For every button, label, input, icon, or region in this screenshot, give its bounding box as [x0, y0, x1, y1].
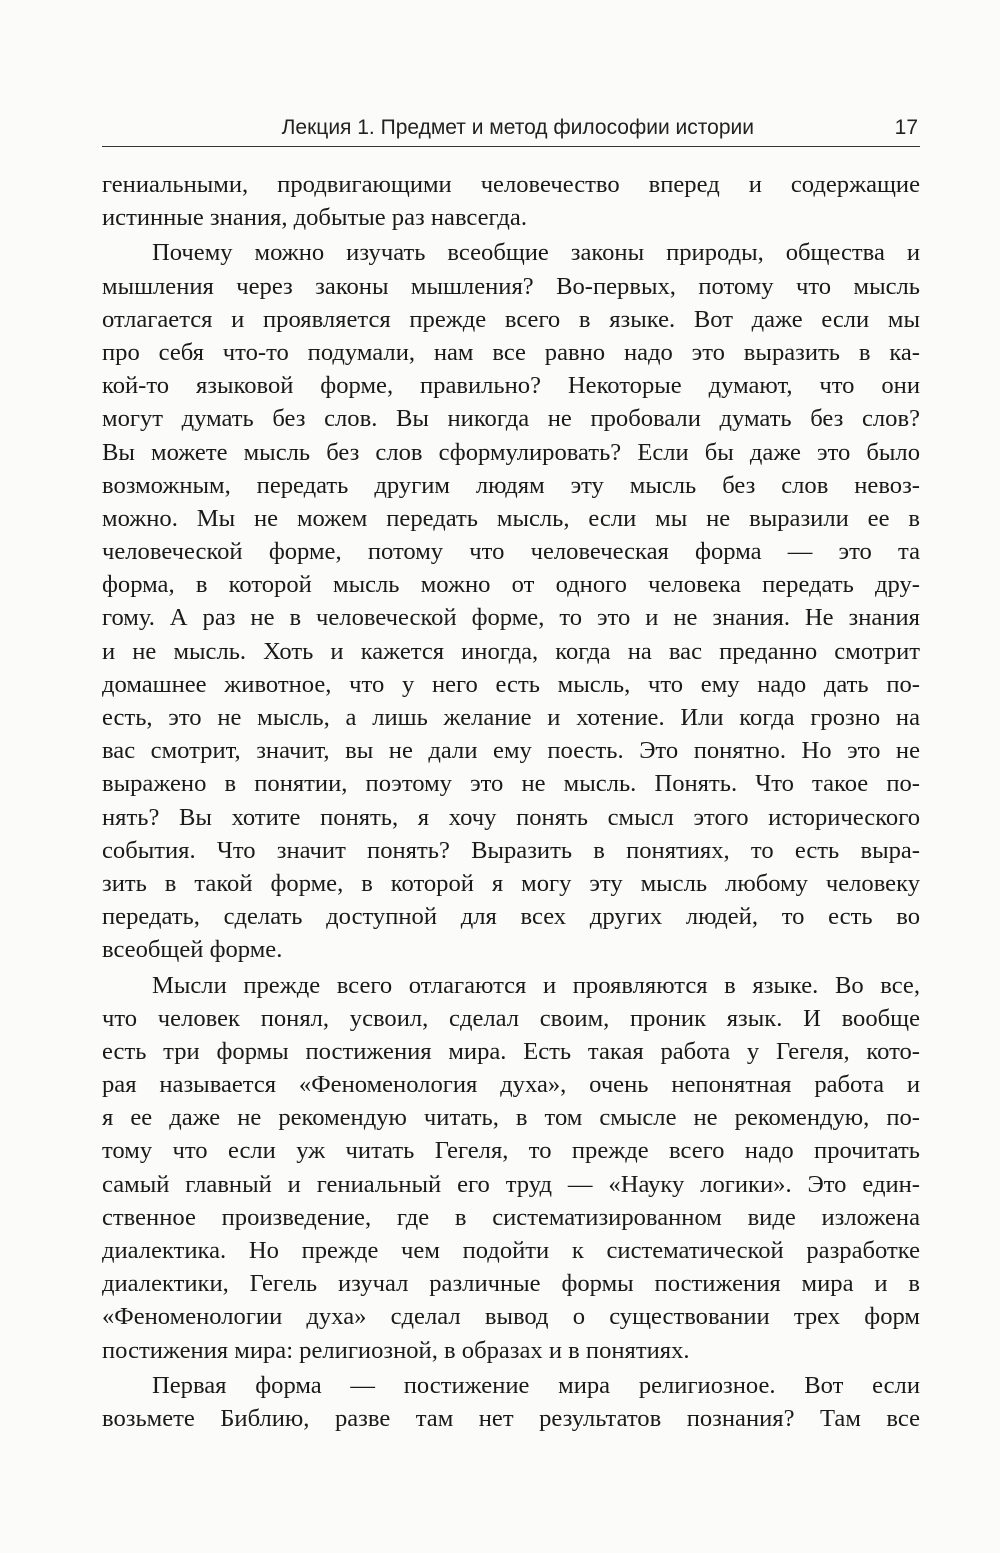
- text-line: диалектика. Но прежде чем подойти к систематической разработке: [102, 1237, 920, 1264]
- paragraph: [102, 1369, 920, 1435]
- text-line: гениальными, продвигающими человечество вперед и содержащие: [102, 171, 920, 198]
- text-line: диалектики, Гегель изучал различные формы постижения мира и в: [102, 1270, 920, 1298]
- text-line: и не мысль. Хоть и кажется иногда, когда на вас преданно смотрит: [102, 637, 920, 665]
- text-line: можно. Мы не можем передать мысль, если мы не выразили ее в: [102, 504, 920, 532]
- body-text: [102, 168, 920, 1435]
- text-line: возможным, передать другим людям эту мысль без слов невоз-: [102, 471, 920, 499]
- text-line: всеобщей форме.: [102, 936, 283, 964]
- text-line: истинные знания, добытые раз навсегда.: [102, 204, 527, 232]
- text-line: отлагается и проявляется прежде всего в языке. Вот даже если мы: [102, 305, 920, 333]
- text-line: кой-то языковой форме, правильно? Некоторые думают, что они: [102, 372, 920, 400]
- text-line: передать, сделать доступной для всех других людей, то есть во: [102, 903, 920, 931]
- text-line: человеческой форме, потому что человеческая форма — это та: [102, 538, 920, 566]
- text-line: мышления через законы мышления? Во-первых, потому что мысль: [102, 272, 920, 300]
- text-line: Вы можете мысль без слов сформулировать? Если бы даже это было: [102, 438, 920, 466]
- text-line: могут думать без слов. Вы никогда не пробовали думать без слов?: [102, 405, 920, 433]
- text-line: я ее даже не рекомендую читать, в том смысле не рекомендую, по-: [102, 1104, 920, 1132]
- text-line: ственное произведение, где в систематизированном виде изложена: [102, 1203, 920, 1231]
- text-line: тому что если уж читать Гегеля, то прежде всего надо прочитать: [102, 1137, 920, 1165]
- text-line: что человек понял, усвоил, сделал своим, проник язык. И вообще: [102, 1004, 920, 1032]
- text-line: домашнее животное, что у него есть мысль, что ему надо дать по-: [102, 670, 920, 698]
- paragraph: [102, 168, 920, 234]
- text-line: постижения мира: религиозной, в образах и в понятиях.: [102, 1336, 690, 1364]
- text-line: нять? Вы хотите понять, я хочу понять смысл этого исторического: [102, 803, 920, 831]
- running-header: [102, 108, 920, 147]
- text-line: возьмете Библию, разве там нет результатов познания? Там все: [102, 1404, 920, 1432]
- text-line: Мысли прежде всего отлагаются и проявляются в языке. Во все,: [152, 971, 920, 999]
- text-line: форма, в которой мысль можно от одного человека передать дру-: [102, 571, 920, 599]
- text-line: про себя что-то подумали, нам все равно надо это выразить в ка-: [102, 338, 920, 366]
- chapter-title: Лекция 1. Предмет и метод философии истории: [281, 116, 754, 139]
- text-line: вас смотрит, значит, вы не дали ему поесть. Это понятно. Но это не: [102, 737, 920, 765]
- text-line: есть, это не мысль, а лишь желание и хотение. Или когда грозно на: [102, 704, 920, 731]
- text-line: самый главный и гениальный его труд — «Науку логики». Это един-: [102, 1170, 920, 1198]
- paragraph: [102, 969, 920, 1367]
- text-line: гому. А раз не в человеческой форме, то это и не знания. Не знания: [102, 604, 920, 632]
- text-line: рая называется «Феноменология духа», очень непонятная работа и: [102, 1071, 920, 1099]
- text-line: Почему можно изучать всеобщие законы природы, общества и: [152, 239, 920, 267]
- paragraph: [102, 236, 920, 966]
- text-line: зить в такой форме, в которой я могу эту мысль любому человеку: [102, 869, 920, 897]
- page-number: 17: [894, 116, 918, 139]
- text-line: выражено в понятии, поэтому это не мысль. Понять. Что такое по-: [102, 770, 920, 798]
- text-line: «Феноменологии духа» сделал вывод о существовании трех форм: [102, 1303, 920, 1331]
- text-line: события. Что значит понять? Выразить в понятиях, то есть выра-: [102, 836, 920, 864]
- text-line: есть три формы постижения мира. Есть такая работа у Гегеля, кото-: [102, 1037, 920, 1065]
- text-line: Первая форма — постижение мира религиозное. Вот если: [152, 1371, 920, 1399]
